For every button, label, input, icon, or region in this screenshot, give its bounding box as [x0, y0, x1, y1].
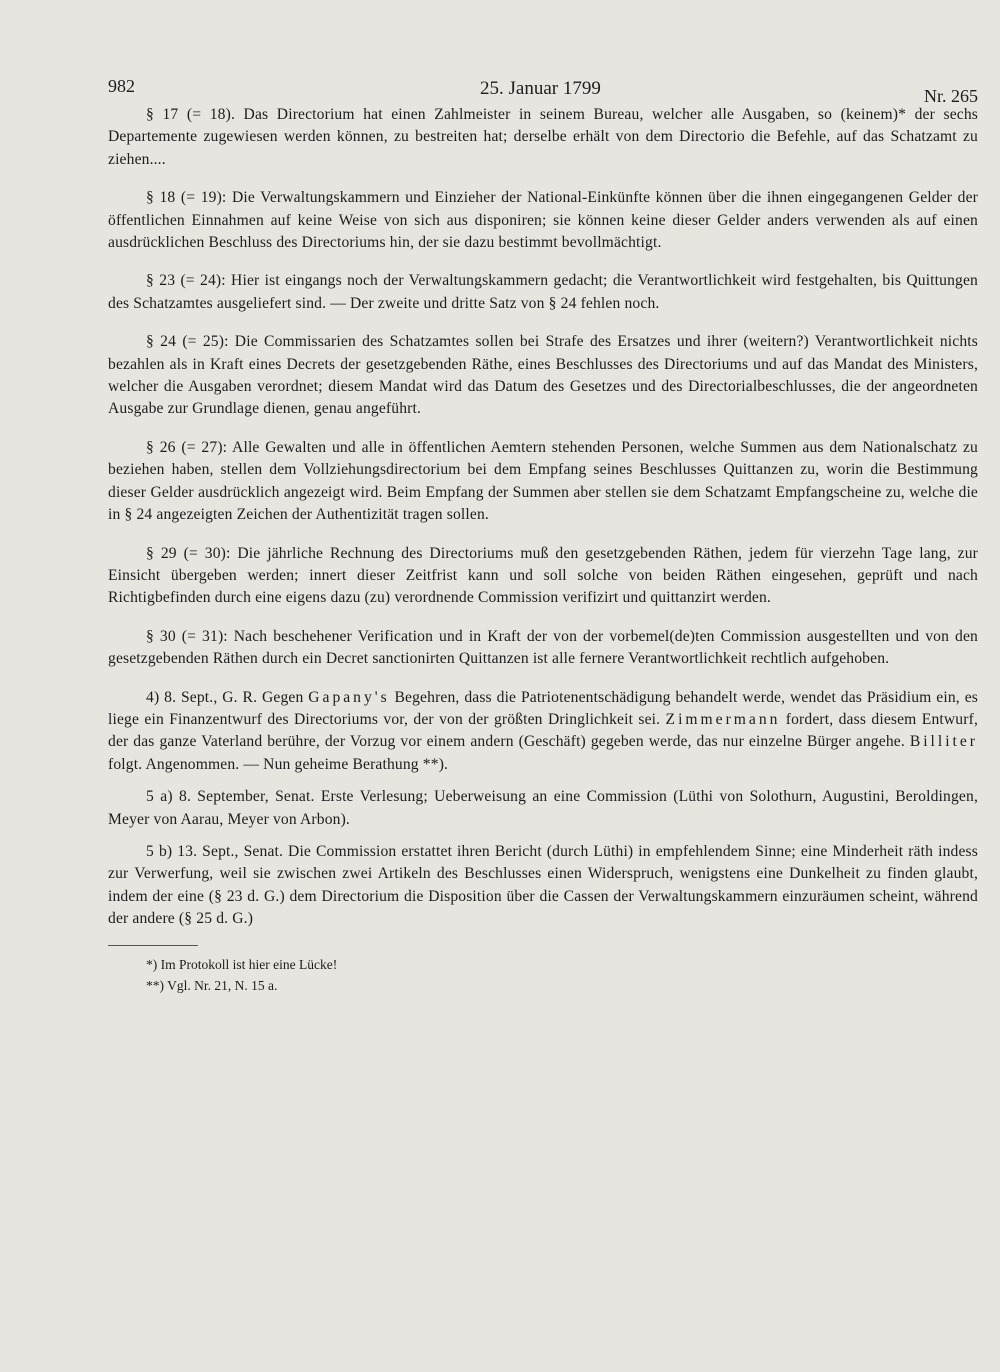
footnotes — [108, 954, 978, 996]
paragraph-section-24: § 24 (= 25): Die Commissarien des Schatzamtes sollen bei Strafe des Ersatzes und ihrer (weitern?) Verantwortlichkeit nichts bezahlen als in Kraft eines Decrets der gesetzgebenden Räthe, eines Beschlusses des Directoriums und auf das Mandat des Ministers, welcher die Ausgaben verordnet; diesem Mandat wird das Datum des Gesetzes und des Directorialbeschlusses, die der angeordneten Ausgabe zur Grundlage dienen, genau angeführt. — [108, 333, 978, 418]
name-zimmermann: Zimmermann — [665, 710, 781, 728]
header-date: 25. Januar 1799 — [480, 78, 601, 99]
item-4-text-d: folgt. Angenommen. — Nun geheime Berathung **). — [108, 755, 449, 773]
paragraph-section-18: § 18 (= 19): Die Verwaltungskammern und Einzieher der National-Einkünfte können über die ihnen eingegangenen Gelder der öffentlichen Einnahmen auf keine Weise von sich aus disponiren; sie können keine dieser Gelder anders verwenden als auf einen ausdrücklichen Beschluss des Directoriums hin, der sie dazu bestimmt bevollmächtigt. — [108, 189, 978, 252]
document-number: Nr. 265 — [924, 86, 978, 106]
item-4-text-c: fordert, dass diesem Entwurf, der das ganze Vaterland berühre, der Vorzug vor einem andern (Geschäft) gegeben werde, das nur einzelne Bürger angehe. — [108, 710, 978, 751]
item-4-text-a: 4) 8. Sept., G. R. Gegen — [146, 688, 309, 706]
paragraph-section-26: § 26 (= 27): Alle Gewalten und alle in öffentlichen Aemtern stehenden Personen, welche Summen aus dem Nationalschatz zu beziehen haben, stellen dem Vollziehungsdirectorium bei dem Empfang seines Beschlusses Quittanzen zu, worin die Bestimmung dieser Gelder ausdrücklich angezeigt wird. Beim Empfang der Summen aber stellen sie dem Schatzamt Empfangscheine zu, welche die in § 24 angezeigten Zeichen der Authentizität tragen sollen. — [108, 438, 978, 524]
item-4-text-b: Begehren, dass die Patriotenentschädigung behandelt werde, wendet das Präsidium ein, es liege ein Finanzentwurf des Directoriums vor, der von der größten Dringlichkeit sei. — [108, 688, 978, 728]
page-number: 982 — [108, 76, 135, 96]
document-body — [108, 104, 978, 931]
footnote-2: **) Vgl. Nr. 21, N. 15 a. — [146, 977, 278, 993]
paragraph-item-5b: 5 b) 13. Sept., Senat. Die Commission erstattet ihren Bericht (durch Lüthi) in empfehlendem Sinne; eine Minderheit räth indess zur Verwerfung, weil sie zwischen zwei Artikeln des Beschlusses einen Widerspruch, wenigstens eine Dunkelheit zu finden glaubt, indem der eine (§ 23 d. G.) dem Directorium die Disposition über die Cassen der Verwaltungskammern einzuräumen scheint, während der andere (§ 25 d. G.) — [108, 842, 978, 928]
paragraph-item-5a: 5 a) 8. September, Senat. Erste Verlesung; Ueberweisung an eine Commission (Lüthi von Solothurn, Augustini, Beroldingen, Meyer von Aarau, Meyer von Arbon). — [108, 788, 978, 828]
name-gapany: Gapany's — [308, 688, 390, 706]
paragraph-section-30: § 30 (= 31): Nach beschehener Verification und in Kraft der von der vorbemel(de)ten Commission ausgestellten und von den gesetzgebenden Räthen durch ein Decret sanctionirten Quittanzen ist alle fernere Verantwortlichkeit rechtlich aufgehoben. — [108, 627, 978, 668]
name-billiter: Billiter — [909, 733, 978, 751]
footnote-divider — [108, 945, 198, 946]
paragraph-item-4 — [108, 687, 978, 777]
paragraph-section-23: § 23 (= 24): Hier ist eingangs noch der Verwaltungskammern gedacht; die Verantwortlichkeit wird festgehalten, bis Quittungen des Schatzamtes ausgeliefert sind. — Der zweite und dritte Satz von § 24 fehlen noch. — [108, 272, 978, 312]
footnote-1: *) Im Protokoll ist hier eine Lücke! — [146, 956, 338, 972]
paragraph-section-17: § 17 (= 18). Das Directorium hat einen Zahlmeister in seinem Bureau, welcher alle Ausgaben, so (keinem)* der sechs Departemente zugewiesen werden können, zu bestreiten hat; derselbe erhält von dem Directorio die Befehle, auf das Schatzamt zu ziehen.... — [108, 106, 978, 168]
page-header — [108, 68, 978, 104]
paragraph-section-29: § 29 (= 30): Die jährliche Rechnung des Directoriums muß den gesetzgebenden Räthen, jedem für vierzehn Tage lang, zur Einsicht übergeben werden; innert dieser Zeitfrist kann und soll solche von beiden Räthen eingesehen, geprüft und nach Richtigbefinden durch eine eigens dazu (zu) verordnende Commission verifizirt und quittanzirt werden. — [108, 544, 978, 607]
